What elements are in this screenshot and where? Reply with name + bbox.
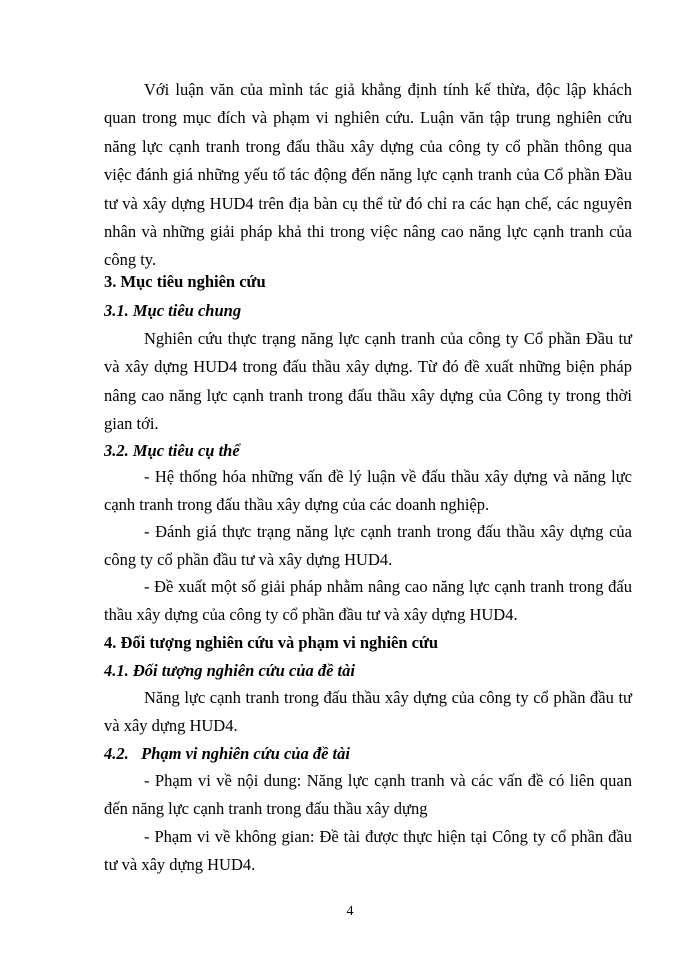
scope-content-block bbox=[104, 767, 632, 824]
scope-space-block bbox=[104, 823, 632, 880]
specific-objectives-block-3 bbox=[104, 573, 632, 630]
research-subject-paragraph: Năng lực cạnh tranh trong đấu thầu xây dựng của công ty cổ phần đầu tư và xây dựng HUD4. bbox=[104, 688, 632, 736]
section-3-2-heading: 3.2. Mục tiêu cụ thể bbox=[104, 441, 240, 460]
specific-objectives-block bbox=[104, 463, 632, 520]
section-4-1-block bbox=[104, 684, 632, 741]
section-3-heading: 3. Mục tiêu nghiên cứu bbox=[104, 272, 266, 291]
section-4-heading: 4. Đối tượng nghiên cứu và phạm vi nghiên cứu bbox=[104, 633, 439, 652]
objective-item-3: - Đề xuất một số giải pháp nhằm nâng cao năng lực cạnh tranh trong đấu thầu xây dựng của công ty cổ phần đầu tư và xây dựng HUD4. bbox=[104, 577, 632, 625]
intro-paragraph-block bbox=[104, 76, 632, 275]
page-number: 4 bbox=[346, 904, 354, 919]
scope-content-item: - Phạm vi về nội dung: Năng lực cạnh tranh và các vấn đề có liên quan đến năng lực cạnh tranh trong đấu thầu xây dựng bbox=[104, 771, 632, 819]
general-objective-paragraph: Nghiên cứu thực trạng năng lực cạnh tranh của công ty Cổ phần Đầu tư và xây dựng HUD4 trong đấu thầu xây dựng. Từ đó đề xuất những biện pháp nâng cao năng lực cạnh tranh trong đấu thầu xây dựng của Công ty trong thời gian tới. bbox=[104, 329, 632, 434]
objective-item-1: - Hệ thống hóa những vấn đề lý luận về đấu thầu xây dựng và năng lực cạnh tranh trong đấu thầu xây dựng của các doanh nghiệp. bbox=[104, 467, 632, 515]
section-3-1-block bbox=[104, 325, 632, 439]
section-4-1-heading: 4.1. Đối tượng nghiên cứu của đề tài bbox=[104, 661, 355, 680]
intro-paragraph: Với luận văn của mình tác giả khẳng định tính kế thừa, độc lập khách quan trong mục đích và phạm vi nghiên cứu. Luận văn tập trung nghiên cứu năng lực cạnh tranh trong đấu thầu xây dựng của công ty cổ phần thông qua việc đánh giá những yếu tố tác động đến năng lực cạnh tranh của Cổ phần Đầu tư và xây dựng HUD4 trên địa bàn cụ thể từ đó chỉ ra các hạn chế, các nguyên nhân và những giải pháp khả thi trong việc nâng cao năng lực cạnh tranh của công ty. bbox=[104, 80, 632, 270]
scope-space-item: - Phạm vi về không gian: Đề tài được thực hiện tại Công ty cổ phần đầu tư và xây dựng HUD4. bbox=[104, 827, 632, 875]
objective-item-2: - Đánh giá thực trạng năng lực cạnh tranh trong đấu thầu xây dựng của công ty cổ phần đầu tư và xây dựng HUD4. bbox=[104, 522, 632, 570]
section-4-2-heading: 4.2. Phạm vi nghiên cứu của đề tài bbox=[104, 744, 350, 763]
specific-objectives-block-2 bbox=[104, 518, 632, 575]
section-3-1-heading: 3.1. Mục tiêu chung bbox=[104, 301, 242, 320]
